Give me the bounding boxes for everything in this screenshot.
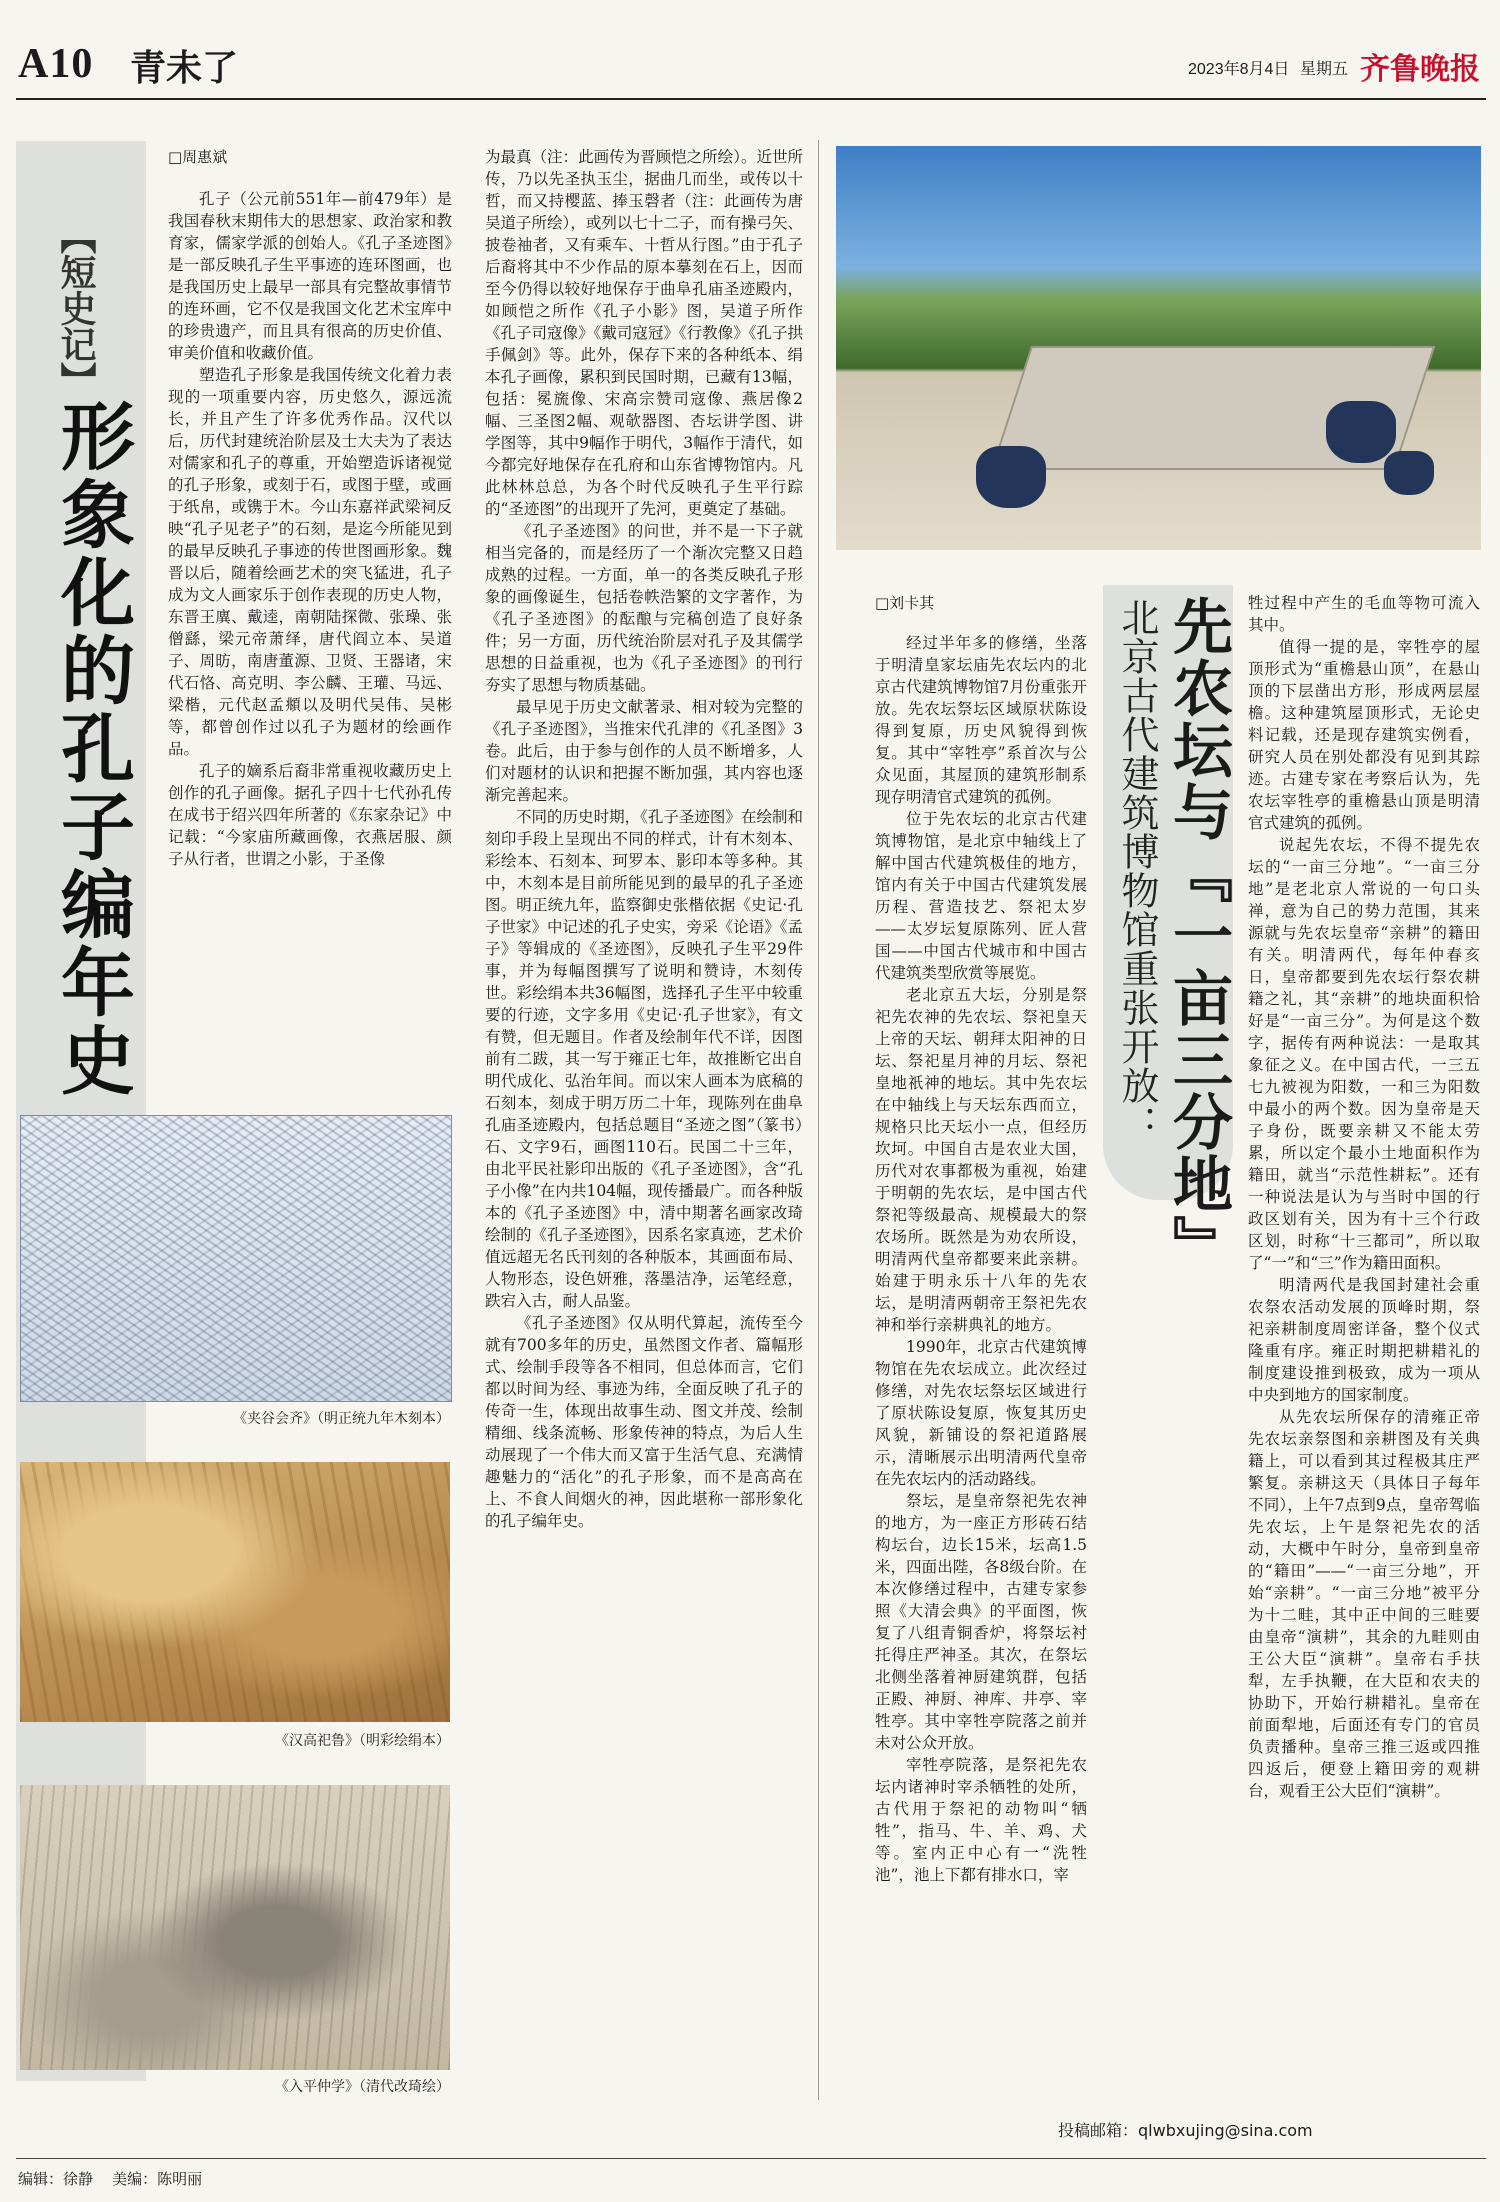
image-caption: 《入平仲学》（清代改琦绘） [275,2079,450,2095]
image-caption: 《汉高祀鲁》（明彩绘绢本） [275,1733,450,1749]
left-byline: □周惠斌 [168,148,228,166]
paragraph: 1990年，北京古代建筑博物馆在先农坛成立。此次经过修缮，对先农坛祭坛区域进行了原状陈设复原，恢复其历史风貌，新铺设的祭祀道路展示，清晰展示出明清两代皇帝在先农坛内的活动路线。 [875,1338,1087,1488]
woodcut-illustration [20,1115,452,1402]
image-caption: 《夹谷会齐》（明正统九年木刻本） [233,1411,450,1427]
page-number: A10 [18,41,94,87]
paragraph: 祭坛，是皇帝祭祀先农神的地方，为一座正方形砖石结构坛台，边长15米，坛高1.5米，四面出陛，各8级台阶。在本次修缮过程中，古建专家参照《大清会典》的平面图，恢复了八组青铜香炉，将祭坛衬托得庄严神圣。其次，在祭坛北侧坐落着神厨建筑群，包括正殿、神厨、神库、井亭、宰牲亭。其中宰牲亭院落之前并未对公众开放。 [875,1492,1087,1752]
bronze-censer [1326,401,1396,463]
bronze-censer [1384,451,1434,495]
paragraph: 经过半年多的修缮，坐落于明清皇家坛庙先农坛内的北京古代建筑博物馆7月份重张开放。先农坛祭坛区域原状陈设得到复原，历史风貌得到恢复。其中“宰牲亭”系首次与公众见面，其屋顶的建筑形制系现存明清官式建筑的孤例。 [875,634,1087,806]
issue-date: 2023年8月4日 [1188,61,1290,78]
designer-credit: 美编：陈明丽 [112,2170,203,2188]
paragraph: 位于先农坛的北京古代建筑博物馆，是北京中轴线上了解中国古代建筑极佳的地方，馆内有关于中国古代建筑发展历程、营造技艺、祭祀太岁——太岁坛复原陈列、匠人营国——中国古代城市和中国古代建筑类型欣赏等展览。 [875,810,1087,982]
footer-rule [16,2158,1486,2159]
header-rule [16,98,1486,100]
paragraph: 最早见于历史文献著录、相对较为完整的《孔子圣迹图》，当推宋代孔津的《孔圣图》3卷。此后，由于参与创作的人员不断增多，人们对题材的认识和把握不断加强，其内容也逐渐完善起来。 [485,698,803,804]
paragraph: 明清两代是我国封建社会重农祭农活动发展的顶峰时期，祭祀亲耕制度周密详备，整个仪式隆重有序。雍正时期把耕耤礼的制度建设推到极致，成为一项从中央到地方的国家制度。 [1248,1276,1480,1404]
left-article-col2 [485,146,803,2096]
paragraph: 老北京五大坛，分别是祭祀先农神的先农坛、祭祀皇天上帝的天坛、朝拜太阳神的日坛、祭祀星月神的月坛、祭祀皇地祇神的地坛。其中先农坛在中轴线上与天坛东西而立，规格只比天坛小一点，但经历坎坷。中国自古是农业大国，历代对农事都极为重视，始建于明朝的先农坛，是中国古代祭祀等级最高、规模最大的祭农场所。既然是为劝农所设，明清两代皇帝都要来此亲耕。始建于明永乐十八年的先农坛，是明清两朝帝王祭祀先农神和举行亲耕典礼的地方。 [875,986,1087,1334]
column-divider [818,140,819,2100]
section-name: 青未了 [130,47,239,89]
silk-painting-illustration [20,1462,450,1722]
left-article-title: 形象化的孔子编年史 [49,398,135,1100]
paragraph: 孔子（公元前551年—前479年）是我国春秋末期伟大的思想家、政治家和教育家，儒家学派的创始人。《孔子圣迹图》是一部反映孔子生平事迹的连环图画，也是我国历史上最早一部具有完整故事情节的连环画，它不仅是我国文化艺术宝库中的珍贵遗产，而且具有很高的历史价值、审美价值和收藏价值。 [168,190,452,362]
paragraph: 孔子的嫡系后裔非常重视收藏历史上创作的孔子画像。据孔子四十七代孙孔传在成书于绍兴四年所著的《东家杂记》中记载：“今家庙所藏画像，衣燕居服、颜子从行者，世谓之小影，于圣像 [168,762,452,868]
issue-weekday: 星期五 [1300,59,1349,78]
editor-credit: 编辑：徐静 [18,2170,94,2188]
altar-photo [836,146,1481,550]
paragraph: 说起先农坛，不得不提先农坛的“一亩三分地”。“一亩三分地”是老北京人常说的一句口头禅，意为自己的势力范围，其来源就与先农坛皇帝“亲耕”的籍田有关。明清两代，每年仲春亥日，皇帝都要到先农坛行祭农耕籍之礼，其“亲耕”的地块面积恰好是“一亩三分”。为何是这个数字，据传有两种说法：一是取其象征之义。在中国古代，一三五七九被视为阳数，一和三为阳数中最小的两个数。因为皇帝是天子身份，既要亲耕又不能太劳累，所以定个最小土地面积作为籍田，就当“示范性耕耘”。还有一种说法是认为与当时中国的行政区划有关，因为有十三个行政区划，时称“十三都司”，所以取了“一”和“三”作为籍田面积。 [1248,836,1480,1272]
paragraph: 从先农坛所保存的清雍正帝先农坛亲祭图和亲耕图及有关典籍上，可以看到其过程极其庄严繁复。亲耕这天（具体日子每年不同），上午7点到9点，皇帝驾临先农坛，上午是祭祀先农的活动，大概中午时分，皇帝到皇帝的“籍田”——“一亩三分地”，开始“亲耕”。“一亩三分地”被平分为十二畦，其中正中间的三畦要由皇帝“演耕”，其余的九畦则由王公大臣“演耕”。皇帝右手扶犁，左手执鞭，在大臣和农夫的协助下，开始行耕耤礼。皇帝在前面犁地，后面还有专门的官员负责播种。皇帝三推三返或四推四返后，便登上籍田旁的观耕台，观看王公大臣们“演耕”。 [1248,1408,1480,1800]
ink-painting-illustration [20,1785,450,2070]
paragraph: 值得一提的是，宰牲亭的屋顶形式为“重檐悬山顶”，在悬山顶的下层凿出方形，形成两层屋檐。这种建筑屋顶形式，无论史料记载，还是现存建筑实例看，研究人员在别处都没有见到其踪迹。古建专家在考察后认为，先农坛宰牲亭的重檐悬山顶是明清官式建筑的孤例。 [1248,638,1480,832]
paragraph: 塑造孔子形象是我国传统文化着力表现的一项重要内容，历史悠久，源远流长，并且产生了许多优秀作品。汉代以后，历代封建统治阶层及士大夫为了表达对儒家和孔子的尊重，开始塑造诉诸视觉的孔子形象，或刻于石，或图于壁，或画于纸帛，或镌于木。今山东嘉祥武梁祠反映“孔子见老子”的石刻，是迄今所能见到的最早反映孔子事迹的传世图画形象。魏晋以后，随着绘画艺术的突飞猛进，孔子成为文人画家乐于创作表现的历史人物，东晋王廙、戴逵，南朝陆探微、张璪、张僧繇，梁元帝萧绎，唐代阎立本、吴道子、周昉，南唐董源、卫贤、王器诸，宋代石恪、高克明、李公麟、王瓘、马远、梁楷，元代赵孟頫以及明代吴伟、吴彬等，都曾创作过以孔子为题材的绘画作品。 [168,366,452,758]
paragraph: 《孔子圣迹图》仅从明代算起，流传至今就有700多年的历史，虽然图文作者、篇幅形式、绘制手段等各不相同，但总体而言，它们都以时间为经、事迹为纬，全面反映了孔子的传奇一生，体现出故事生动、图文并茂、绘制精细、线条流畅、形象传神的特点，为后人生动展现了一个伟大而又富于生活气息、充满情趣魅力的“活化”的孔子形象，而不是高高在上、不食人间烟火的神，因此堪称一部形象化的孔子编年史。 [485,1314,803,1530]
paragraph: 宰牲亭院落，是祭祀先农坛内诸神时宰杀牺牲的处所，古代用于祭祀的动物叫“牺牲”，指马、牛、羊、鸡、犬等。室内正中心有一“洗牲池”，池上下都有排水口，宰 [875,1756,1087,1884]
footer-credits [18,2168,202,2189]
paragraph: 《孔子圣迹图》的问世，并不是一下子就相当完备的，而是经历了一个渐次完整又日趋成熟的过程。一方面，单一的各类反映孔子形象的画像诞生，包括卷帙浩繁的文字著作，为《孔子圣迹图》的酝酿与完稿创造了良好条件；另一方面，历代统治阶层对孔子及其儒学思想的日益重视，也为《孔子圣迹图》的刊行夯实了思想与物质基础。 [485,522,803,694]
right-article-col2 [1248,592,1480,2092]
left-article-col1 [168,188,452,1098]
right-article-title: 先农坛与『一亩三分地』 [1163,595,1233,1277]
bronze-censer [976,446,1046,508]
paragraph: 不同的历史时期，《孔子圣迹图》在绘制和刻印手段上呈现出不同的样式，计有木刻本、彩绘本、石刻本、珂罗本、影印本等多种。其中，木刻本是目前所能见到的最早的孔子圣迹图。明正统九年，监察御史张楷依据《史记·孔子世家》中记述的孔子史实，旁采《论语》《孟子》等辑成的《圣迹图》，反映孔子生平29件事，并为每幅图撰写了说明和赞诗，木刻传世。彩绘绢本共36幅图，选择孔子生平中较重要的行迹，文字多用《史记·孔子世家》，有文有赞，但无题目。作者及绘制年代不详，因图前有二跋，其一写于雍正七年，故推断它出自明代成化、弘治年间。而以宋人画本为底稿的石刻本，刻成于明万历二十年，现陈列在曲阜孔庙圣迹殿内，包括总题目“圣迹之图”（篆书）石、文字9石，画图110石。民国二十三年，由北平民社影印出版的《孔子圣迹图》，含“孔子小像”在内共104幅，现传播最广。而各种版本的《孔子圣迹图》中，清中期著名画家改琦绘制的《孔子圣迹图》，因系名家真迹，艺术价值远超无名氏刊刻的各种版本，其画面布局、人物形态，设色妍雅，落墨洁净，运笔经意，跌宕入古，耐人品鉴。 [485,808,803,1310]
right-byline: □刘卡其 [875,594,935,612]
newspaper-logo: 齐鲁晚报 [1360,52,1480,87]
right-article-col1 [875,632,1087,2092]
column-tag: 【短史记】 [55,218,97,398]
right-article-subtitle: 北京古代建筑博物馆重张开放： [1115,598,1159,1144]
paragraph: 为最真（注：此画传为晋顾恺之所绘）。近世所传，乃以先圣执玉尘，据曲几而坐，或传以十哲，而又持樱蓝、捧玉磬者（注：此画传为唐吴道子所绘），或列以七十二子，而有操弓矢、披卷袖者，又有乘车、十哲从行图。”由于孔子后裔将其中不少作品的原本摹刻在石上，因而至今仍得以较好地保存于曲阜孔庙圣迹殿内，如顾恺之所作《孔子小影》图，吴道子所作《孔子司寇像》《戴司寇冠》《行教像》《孔子拱手佩剑》等。此外，保存下来的各种纸本、绢本孔子画像，累积到民国时期，已藏有13幅，包括：冕旒像、宋高宗赞司寇像、燕居像2幅、三圣图2幅、观欹器图、杏坛讲学图、讲学图等，其中9幅作于明代，3幅作于清代，如今都完好地保存在孔府和山东省博物馆内。凡此林林总总，为各个时代反映孔子生平行踪的“圣迹图”的出现开了先河，更奠定了基础。 [485,148,803,518]
submission-email: 投稿邮箱：qlwbxujing@sina.com [1058,2121,1313,2140]
paragraph: 牲过程中产生的毛血等物可流入其中。 [1248,594,1480,634]
